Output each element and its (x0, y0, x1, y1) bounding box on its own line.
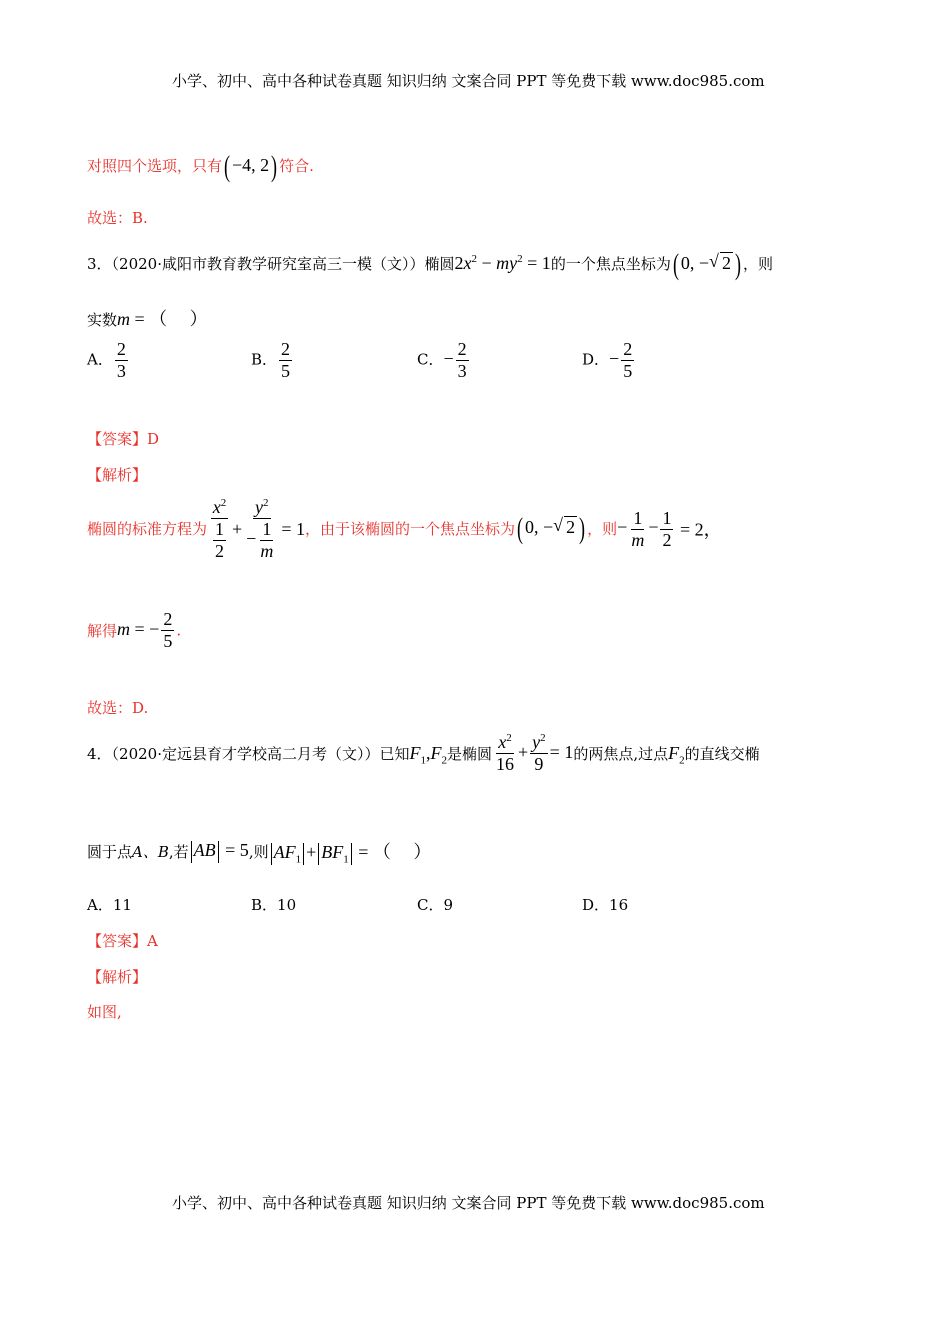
q3-standard-form: $\frac{x^2}{\frac{1}{2}}$ + $y^2$ − $\frac{1}{m}$ = 1 (212, 497, 305, 561)
q3-stem-line1 (87, 248, 773, 282)
q3-choose: 故选：D. (87, 699, 149, 717)
q3-analysis-label: 【解析】 (87, 466, 148, 484)
q4-stem-line2: 圆于点A、B,若 AB = 5,则 $AF_1 + BF_1$ = （ ） (87, 840, 432, 866)
q4-option-b[interactable]: B．10 (251, 896, 297, 914)
q3-solution-line: 椭圆的标准方程为 $\frac{x^2}{\frac{1}{2}}$ + $y^2$ − $\frac{1}{m}$ = 1，由于该椭圆的一个焦点坐标为( 0, −√ 2 ) ，则− $\frac{1}{m}$ − $\frac{1}{2}$ = 2， (87, 498, 722, 561)
q3-option-c[interactable]: C．− $\frac{2}{3}$ (417, 339, 467, 381)
q3-option-b[interactable]: B． $\frac{2}{5}$ (251, 339, 291, 381)
paren-right-icon: ) (271, 150, 278, 183)
prev-compare-point: −4, 2 (232, 155, 270, 176)
q4-stem-line1: 4．（2020·定远县育才学校高二月考（文））已知$F_1,F_2$是椭圆 $\frac{x^2}{16}$ + $\frac{y^2}{9}$ = 1的两焦点,过点$F_2$的直线交椭 (87, 732, 760, 774)
q3-text-end: ，则 (742, 255, 773, 274)
q3-answer: 【答案】D (87, 430, 160, 448)
q3-text-mid: 的一个焦点坐标为 (550, 255, 671, 274)
prev-compare-pre: 对照四个选项，只有 (87, 157, 223, 176)
q4-option-d[interactable]: D．16 (582, 896, 629, 914)
q3-number: 3． (87, 255, 112, 274)
q3-stem-line2: 实数m = （ ） (87, 309, 208, 329)
page-footer: 小学、初中、高中各种试卷真题 知识归纳 文案合同 PPT 等免费下载 www.doc985.com (172, 1194, 765, 1212)
prev-choose: 故选：B. (87, 209, 148, 227)
q4-f1f2: $F_1,F_2$ (409, 742, 447, 767)
page-header: 小学、初中、高中各种试卷真题 知识归纳 文案合同 PPT 等免费下载 www.doc985.com (172, 72, 765, 90)
prev-compare-line (87, 150, 314, 184)
q3-option-d[interactable]: D．− $\frac{2}{5}$ (582, 339, 633, 381)
q4-ellipse-eq: $\frac{x^2}{16}$ + $\frac{y^2}{9}$ = 1 (496, 732, 574, 774)
q3-focus: ( 0, −√ 2 ) (671, 253, 743, 273)
q4-option-a[interactable]: A．11 (87, 896, 132, 914)
q3-equation: $2x^2 - my^2 = 1$ (454, 253, 551, 274)
q4-analysis-label: 【解析】 (87, 968, 148, 986)
q3-source: （2020·咸阳市教育教学研究室高三一模（文））椭圆 (111, 255, 455, 274)
paren-left-icon: ( (224, 150, 231, 183)
prev-compare-post: 符合. (279, 157, 314, 176)
q4-figure-intro: 如图, (87, 1003, 122, 1021)
q4-answer: 【答案】A (87, 932, 158, 950)
q3-option-a[interactable]: A． $\frac{2}{3}$ (87, 339, 126, 381)
q4-option-c[interactable]: C．9 (417, 896, 454, 914)
q3-solve-line: 解得m = − $\frac{2}{5}$ . (87, 609, 182, 651)
